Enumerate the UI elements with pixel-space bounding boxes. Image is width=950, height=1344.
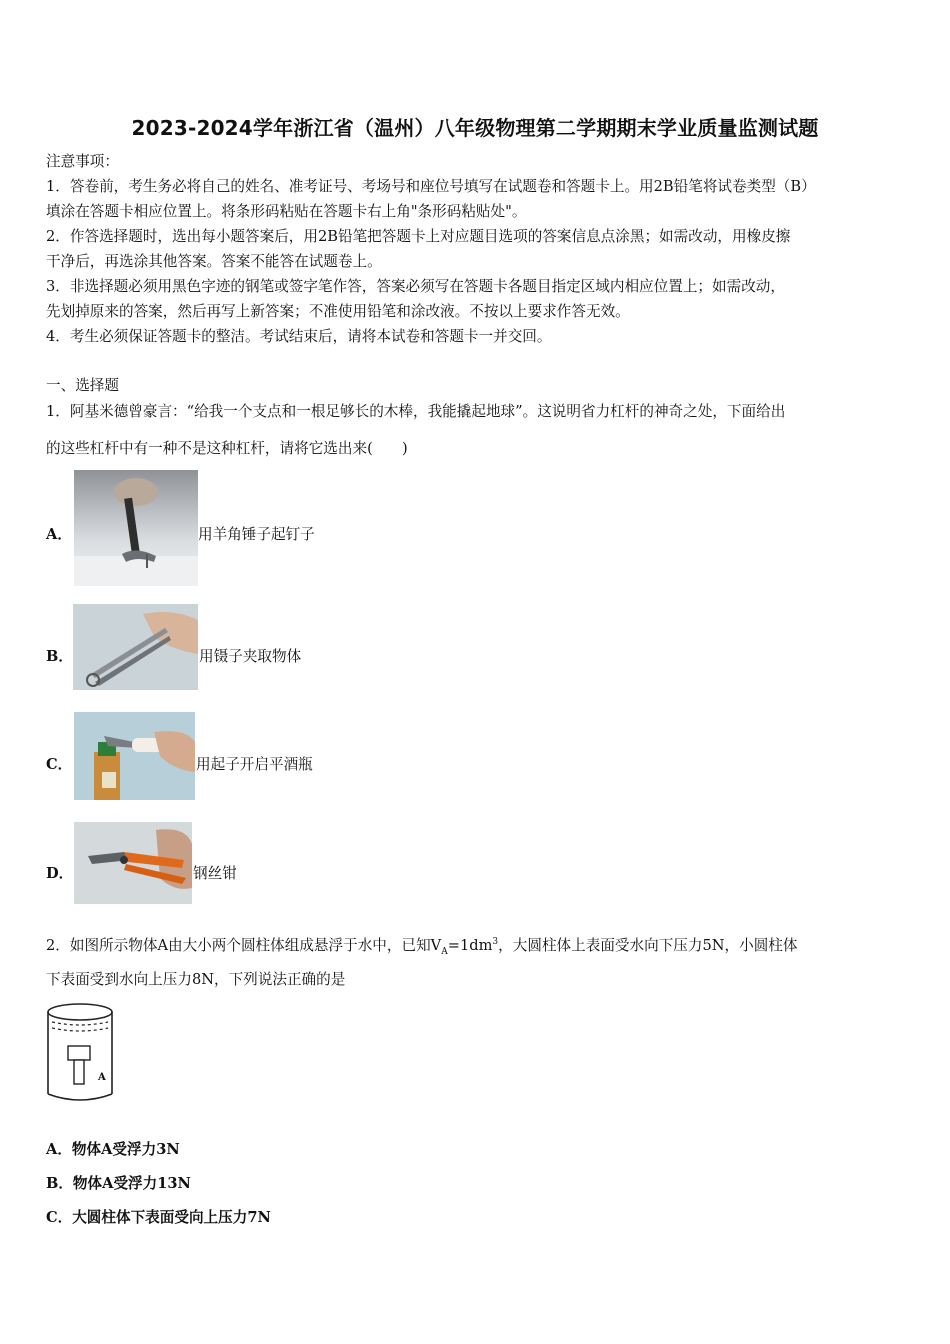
tweezers-image — [73, 604, 198, 690]
option-letter: A． — [46, 526, 72, 543]
notice-line: 4．考生必须保证答题卡的整洁。考试结束后，请将本试卷和答题卡一并交回。 — [46, 328, 552, 345]
notice-line: 填涂在答题卡相应位置上。将条形码粘贴在答题卡右上角"条形码粘贴处"。 — [46, 203, 527, 220]
notice-line: 1．答卷前，考生务必将自己的姓名、准考证号、考场号和座位号填写在试题卷和答题卡上。用2B铅笔将试卷类型（B） — [46, 178, 816, 195]
section-heading: 一、选择题 — [46, 377, 119, 394]
question-1-text: 的这些杠杆中有一种不是这种杠杆，请将它选出来( ) — [46, 440, 408, 457]
notice-heading: 注意事项： — [46, 153, 119, 170]
q2-option-c: C．大圆柱体下表面受向上压力7N — [46, 1209, 271, 1226]
option-letter: D． — [46, 865, 74, 882]
question-2-text: 下表面受到水向上压力8N，下列说法正确的是 — [46, 971, 346, 988]
notice-line: 先划掉原来的答案，然后再写上新答案；不准使用铅笔和涂改液。不按以上要求作答无效。 — [46, 303, 630, 320]
q2-option-b: B．物体A受浮力13N — [46, 1175, 191, 1192]
hammer-image — [74, 470, 198, 586]
cylinder-figure — [46, 1002, 118, 1104]
option-text: 用起子开启平酒瓶 — [196, 756, 313, 773]
q2-text-part: =1dm — [447, 936, 493, 954]
option-text: 用羊角锤子起钉子 — [198, 526, 315, 543]
notice-line: 2．作答选择题时，选出每小题答案后，用2B铅笔把答题卡上对应题目选项的答案信息点涂黑；如需改动，用橡皮擦 — [46, 228, 791, 245]
q2-text-part: 2．如图所示物体A由大小两个圆柱体组成悬浮于水中，已知V — [46, 936, 442, 954]
question-2-text — [46, 932, 908, 962]
question-1-text: 1．阿基米德曾豪言：“给我一个支点和一根足够长的木棒，我能撬起地球”。这说明省力杠杆的神奇之处，下面给出 — [46, 403, 786, 420]
q2-option-a: A．物体A受浮力3N — [46, 1141, 180, 1158]
notice-line: 3．非选择题必须用黑色字迹的钢笔或签字笔作答，答案必须写在答题卡各题目指定区域内相应位置上；如需改动， — [46, 278, 785, 295]
option-text: 用镊子夹取物体 — [199, 648, 302, 665]
pliers-image — [74, 822, 192, 904]
q2-superscript: 3 — [492, 937, 499, 947]
figure-label: A — [98, 1072, 106, 1083]
option-letter: B． — [46, 648, 73, 665]
option-letter: C． — [46, 756, 73, 773]
q2-subscript: A — [441, 946, 448, 957]
notice-line: 干净后，再选涂其他答案。答案不能答在试题卷上。 — [46, 253, 382, 270]
option-text: 钢丝钳 — [193, 865, 237, 882]
q2-text-part: ，大圆柱体上表面受水向下压力5N，小圆柱体 — [498, 936, 798, 954]
bottle-opener-image — [74, 712, 195, 800]
page-title: 2023-2024学年浙江省（温州）八年级物理第二学期期末学业质量监测试题 — [131, 116, 819, 140]
